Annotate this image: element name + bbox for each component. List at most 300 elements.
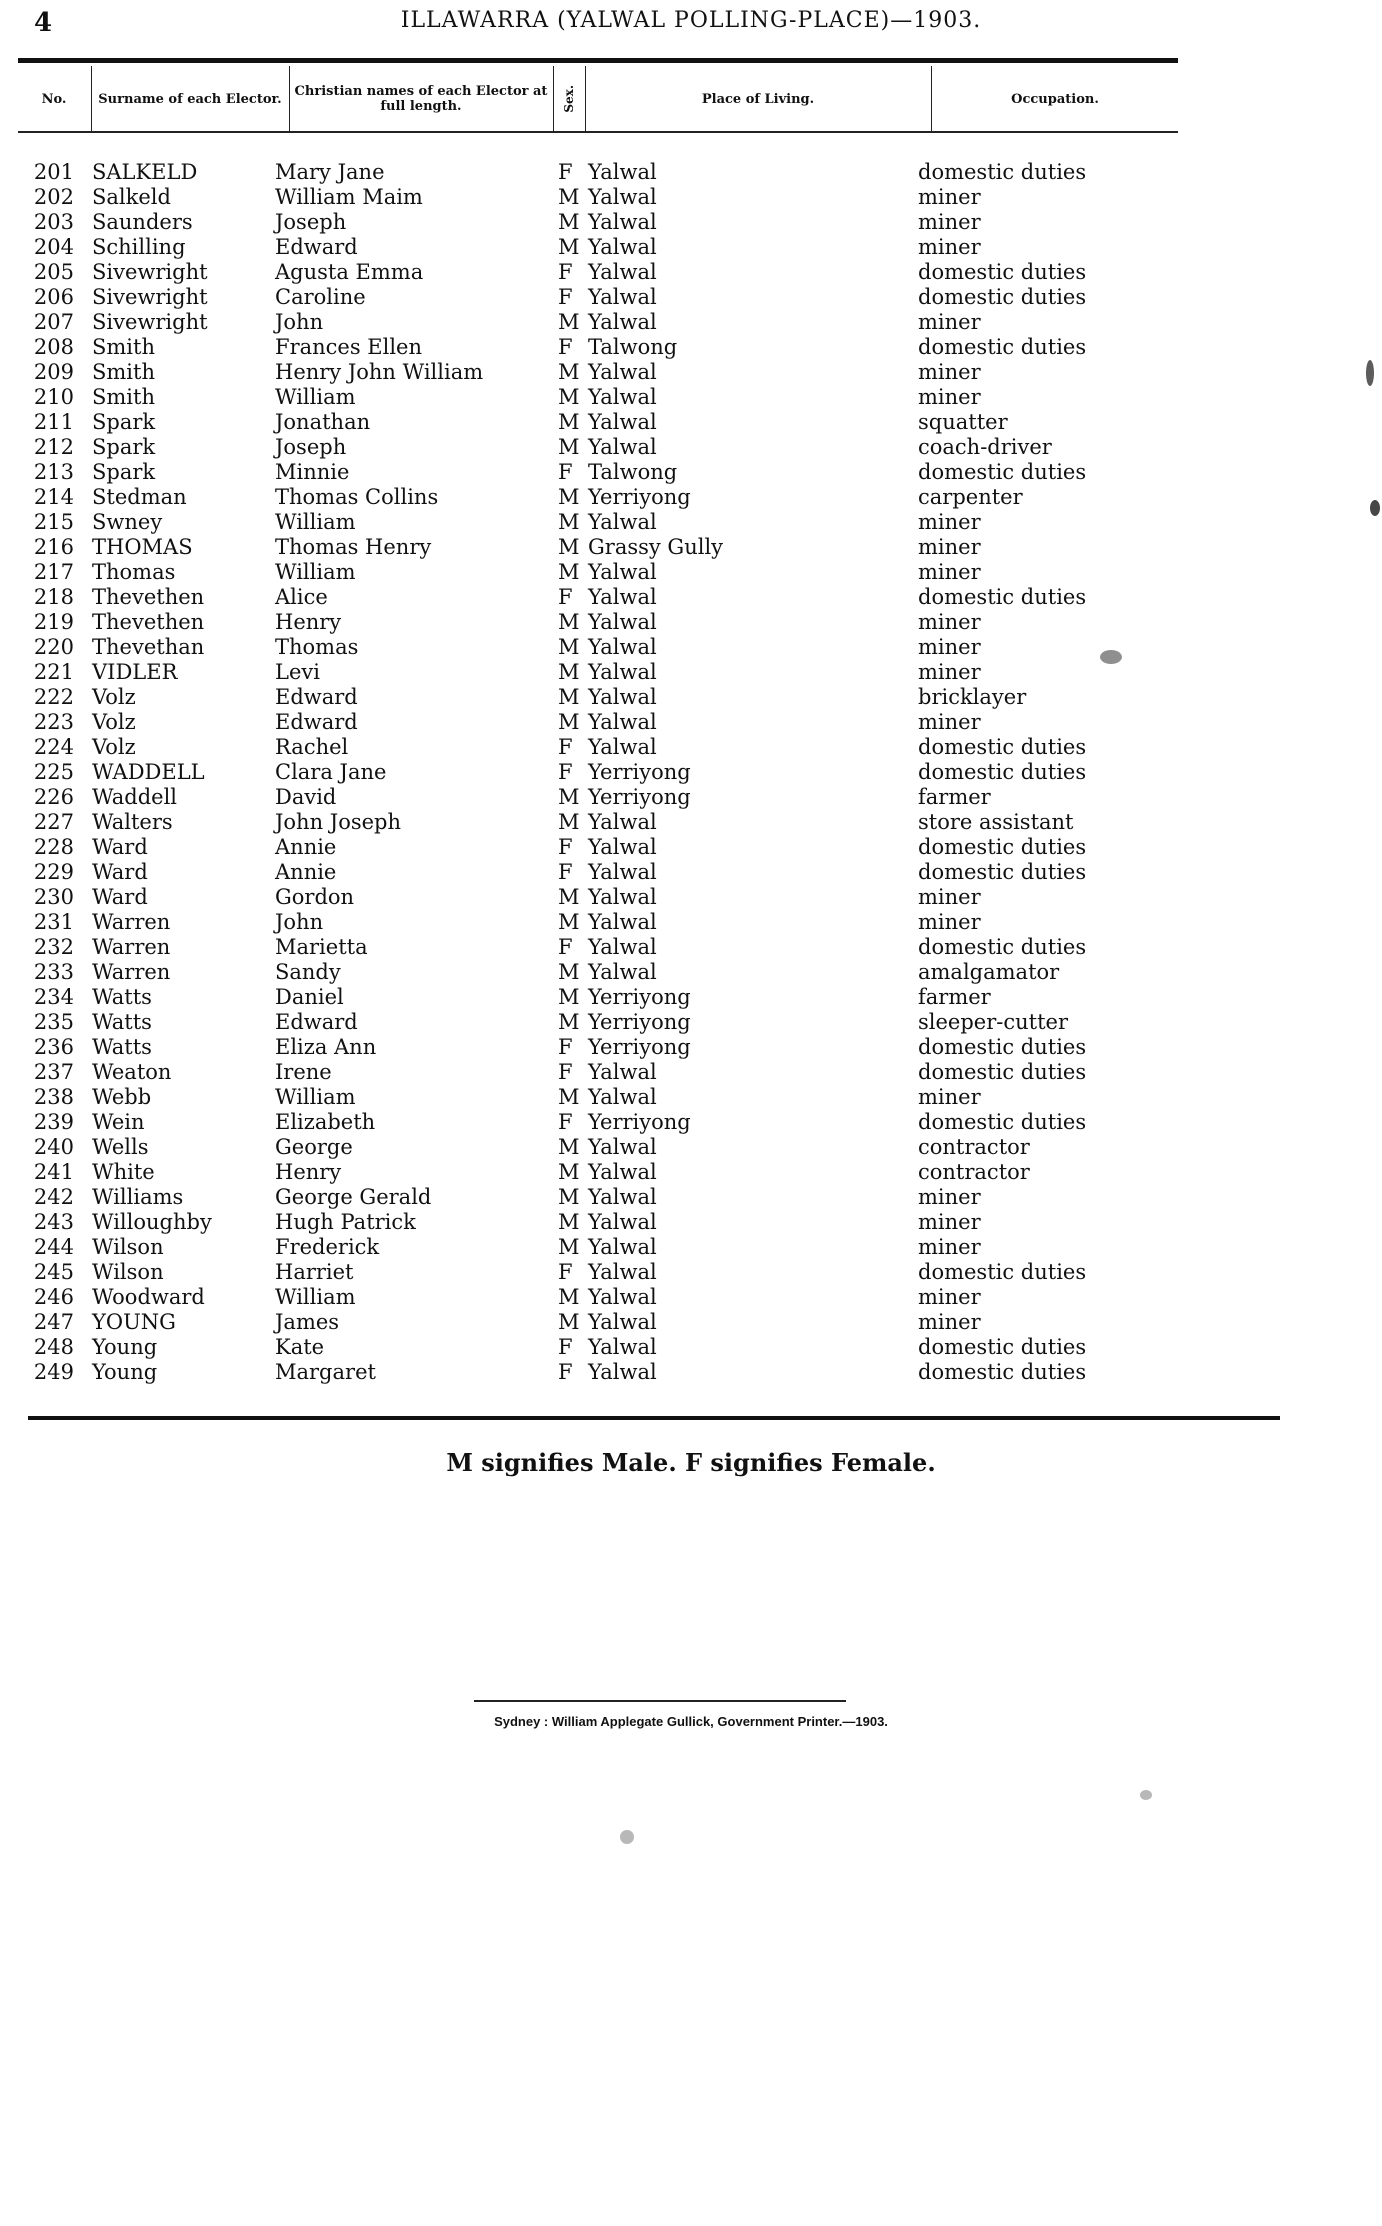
elector-number: 224: [33, 735, 74, 759]
elector-occupation: domestic duties: [918, 460, 1087, 484]
elector-sex: F: [558, 460, 573, 484]
elector-place-of-living: Yalwal: [588, 735, 657, 759]
elector-christian-names: Hugh Patrick: [275, 1210, 416, 1234]
elector-sex: M: [558, 810, 580, 834]
elector-occupation: store assistant: [918, 810, 1074, 834]
elector-sex: M: [558, 210, 580, 234]
elector-row: [0, 885, 1382, 910]
elector-christian-names: Edward: [275, 685, 358, 709]
elector-surname: White: [92, 1160, 155, 1184]
elector-number: 231: [33, 910, 74, 934]
elector-christian-names: William: [275, 560, 356, 584]
elector-surname: VIDLER: [92, 660, 178, 684]
elector-number: 247: [33, 1310, 74, 1334]
elector-surname: SALKELD: [92, 160, 198, 184]
elector-row: [0, 460, 1382, 485]
elector-number: 223: [33, 710, 74, 734]
elector-place-of-living: Yerriyong: [588, 785, 691, 809]
column-header-surname: Surname of each Elector.: [98, 91, 282, 107]
elector-surname: Young: [92, 1335, 158, 1359]
elector-sex: M: [558, 1285, 580, 1309]
elector-row: [0, 235, 1382, 260]
elector-number: 228: [33, 835, 74, 859]
elector-row: [0, 860, 1382, 885]
elector-occupation: domestic duties: [918, 735, 1087, 759]
elector-row: [0, 1235, 1382, 1260]
elector-sex: M: [558, 1210, 580, 1234]
elector-sex: M: [558, 685, 580, 709]
elector-number: 248: [33, 1335, 74, 1359]
column-divider: [553, 66, 554, 132]
column-header-place: Place of Living.: [701, 91, 815, 107]
elector-number: 216: [33, 535, 74, 559]
elector-surname: Warren: [92, 935, 171, 959]
elector-place-of-living: Yalwal: [588, 360, 657, 384]
elector-sex: M: [558, 885, 580, 909]
page-number: 4: [34, 8, 53, 38]
elector-place-of-living: Yalwal: [588, 1210, 657, 1234]
elector-christian-names: Frederick: [275, 1235, 380, 1259]
elector-surname: Smith: [92, 360, 155, 384]
list-end-rule: [28, 1416, 1280, 1420]
elector-place-of-living: Yalwal: [588, 560, 657, 584]
column-header-no: No.: [41, 91, 67, 107]
elector-christian-names: Alice: [275, 585, 328, 609]
elector-christian-names: William: [275, 1085, 356, 1109]
elector-sex: M: [558, 310, 580, 334]
elector-sex: M: [558, 1160, 580, 1184]
elector-surname: Willoughby: [92, 1210, 212, 1234]
elector-surname: Swney: [92, 510, 163, 534]
elector-sex: M: [558, 1185, 580, 1209]
elector-christian-names: Elizabeth: [275, 1110, 376, 1134]
elector-number: 229: [33, 860, 74, 884]
elector-christian-names: Clara Jane: [275, 760, 387, 784]
elector-occupation: bricklayer: [918, 685, 1027, 709]
elector-row: [0, 760, 1382, 785]
elector-surname: Walters: [92, 810, 173, 834]
elector-row: [0, 1335, 1382, 1360]
elector-sex: M: [558, 635, 580, 659]
elector-number: 240: [33, 1135, 74, 1159]
elector-surname: Volz: [92, 735, 136, 759]
elector-surname: Thevethen: [92, 610, 205, 634]
elector-place-of-living: Yalwal: [588, 1335, 657, 1359]
elector-place-of-living: Yalwal: [588, 1360, 657, 1384]
elector-sex: F: [558, 835, 573, 859]
imprint-rule: [474, 1700, 846, 1702]
elector-sex: M: [558, 510, 580, 534]
elector-occupation: miner: [918, 535, 981, 559]
elector-occupation: domestic duties: [918, 335, 1087, 359]
header-bottom-rule: [18, 131, 1178, 133]
elector-christian-names: Thomas Collins: [275, 485, 439, 509]
elector-number: 241: [33, 1160, 74, 1184]
elector-occupation: miner: [918, 1185, 981, 1209]
elector-christian-names: William: [275, 1285, 356, 1309]
elector-row: [0, 560, 1382, 585]
elector-occupation: domestic duties: [918, 160, 1087, 184]
elector-sex: M: [558, 660, 580, 684]
elector-sex: M: [558, 410, 580, 434]
elector-row: [0, 410, 1382, 435]
elector-number: 245: [33, 1260, 74, 1284]
elector-sex: F: [558, 1060, 573, 1084]
elector-surname: Schilling: [92, 235, 186, 259]
elector-row: [0, 1285, 1382, 1310]
elector-occupation: miner: [918, 210, 981, 234]
elector-number: 244: [33, 1235, 74, 1259]
elector-surname: Smith: [92, 385, 155, 409]
elector-christian-names: Harriet: [275, 1260, 354, 1284]
elector-christian-names: Levi: [275, 660, 320, 684]
elector-occupation: miner: [918, 360, 981, 384]
elector-surname: Thevethan: [92, 635, 205, 659]
elector-place-of-living: Yalwal: [588, 385, 657, 409]
elector-christian-names: William: [275, 385, 356, 409]
elector-sex: M: [558, 985, 580, 1009]
elector-sex: M: [558, 485, 580, 509]
elector-surname: Waddell: [92, 785, 178, 809]
elector-christian-names: Thomas Henry: [275, 535, 432, 559]
elector-sex: F: [558, 1335, 573, 1359]
elector-place-of-living: Yalwal: [588, 410, 657, 434]
elector-number: 206: [33, 285, 74, 309]
elector-place-of-living: Yalwal: [588, 1060, 657, 1084]
elector-number: 235: [33, 1010, 74, 1034]
elector-sex: M: [558, 1235, 580, 1259]
elector-occupation: domestic duties: [918, 935, 1087, 959]
column-header-sex-cell: [554, 66, 584, 132]
elector-surname: Wells: [92, 1135, 149, 1159]
elector-number: 236: [33, 1035, 74, 1059]
elector-place-of-living: Yalwal: [588, 635, 657, 659]
elector-surname: Thevethen: [92, 585, 205, 609]
elector-christian-names: Rachel: [275, 735, 349, 759]
column-divider: [91, 66, 92, 132]
elector-place-of-living: Yerriyong: [588, 485, 691, 509]
elector-place-of-living: Yalwal: [588, 435, 657, 459]
elector-place-of-living: Yalwal: [588, 1310, 657, 1334]
elector-occupation: domestic duties: [918, 835, 1087, 859]
elector-row: [0, 910, 1382, 935]
elector-number: 225: [33, 760, 74, 784]
elector-row: [0, 1085, 1382, 1110]
elector-sex: F: [558, 260, 573, 284]
elector-row: [0, 960, 1382, 985]
elector-surname: Ward: [92, 885, 148, 909]
elector-number: 249: [33, 1360, 74, 1384]
elector-surname: Volz: [92, 710, 136, 734]
elector-place-of-living: Yalwal: [588, 510, 657, 534]
elector-place-of-living: Yerriyong: [588, 1110, 691, 1134]
elector-row: [0, 1360, 1382, 1385]
elector-christian-names: John Joseph: [275, 810, 402, 834]
elector-surname: WADDELL: [92, 760, 205, 784]
elector-place-of-living: Yalwal: [588, 960, 657, 984]
elector-christian-names: Gordon: [275, 885, 355, 909]
elector-christian-names: Caroline: [275, 285, 366, 309]
elector-place-of-living: Yalwal: [588, 1285, 657, 1309]
elector-occupation: domestic duties: [918, 860, 1087, 884]
elector-occupation: amalgamator: [918, 960, 1060, 984]
elector-place-of-living: Yalwal: [588, 1185, 657, 1209]
elector-place-of-living: Yalwal: [588, 885, 657, 909]
elector-place-of-living: Yalwal: [588, 160, 657, 184]
elector-row: [0, 185, 1382, 210]
elector-occupation: domestic duties: [918, 1360, 1087, 1384]
elector-number: 211: [33, 410, 74, 434]
elector-surname: Watts: [92, 985, 152, 1009]
elector-occupation: farmer: [918, 785, 991, 809]
elector-row: [0, 685, 1382, 710]
elector-occupation: miner: [918, 885, 981, 909]
elector-number: 209: [33, 360, 74, 384]
elector-row: [0, 1160, 1382, 1185]
elector-sex: F: [558, 860, 573, 884]
elector-christian-names: Sandy: [275, 960, 341, 984]
elector-surname: Spark: [92, 435, 156, 459]
elector-number: 221: [33, 660, 74, 684]
column-header-christian-names: Christian names of each Elector at full length.: [294, 84, 548, 114]
elector-occupation: contractor: [918, 1160, 1030, 1184]
elector-sex: F: [558, 760, 573, 784]
elector-sex: M: [558, 1310, 580, 1334]
elector-surname: Ward: [92, 860, 148, 884]
elector-surname: Spark: [92, 410, 156, 434]
elector-number: 238: [33, 1085, 74, 1109]
elector-surname: Wilson: [92, 1235, 164, 1259]
elector-row: [0, 385, 1382, 410]
elector-surname: Spark: [92, 460, 156, 484]
elector-surname: Weaton: [92, 1060, 172, 1084]
print-speckle: [1100, 650, 1122, 664]
elector-sex: M: [558, 360, 580, 384]
elector-number: 234: [33, 985, 74, 1009]
elector-row: [0, 635, 1382, 660]
elector-row: [0, 285, 1382, 310]
elector-christian-names: Mary Jane: [275, 160, 385, 184]
elector-surname: Williams: [92, 1185, 184, 1209]
elector-place-of-living: Yalwal: [588, 185, 657, 209]
elector-surname: Saunders: [92, 210, 193, 234]
elector-row: [0, 735, 1382, 760]
print-speckle: [1370, 500, 1380, 516]
elector-number: 233: [33, 960, 74, 984]
elector-number: 208: [33, 335, 74, 359]
elector-row: [0, 1035, 1382, 1060]
elector-surname: Smith: [92, 335, 155, 359]
elector-row: [0, 1135, 1382, 1160]
elector-place-of-living: Yalwal: [588, 1085, 657, 1109]
elector-occupation: miner: [918, 310, 981, 334]
elector-occupation: miner: [918, 1235, 981, 1259]
elector-place-of-living: Yalwal: [588, 1235, 657, 1259]
elector-christian-names: Edward: [275, 1010, 358, 1034]
elector-occupation: domestic duties: [918, 1035, 1087, 1059]
elector-surname: Young: [92, 1360, 158, 1384]
elector-occupation: coach-driver: [918, 435, 1052, 459]
elector-number: 201: [33, 160, 74, 184]
elector-surname: Watts: [92, 1035, 152, 1059]
elector-sex: F: [558, 935, 573, 959]
elector-number: 207: [33, 310, 74, 334]
elector-row: [0, 260, 1382, 285]
elector-occupation: miner: [918, 510, 981, 534]
elector-surname: YOUNG: [92, 1310, 176, 1334]
elector-occupation: miner: [918, 560, 981, 584]
elector-christian-names: Annie: [275, 860, 337, 884]
elector-sex: F: [558, 735, 573, 759]
elector-row: [0, 810, 1382, 835]
elector-row: [0, 435, 1382, 460]
elector-row: [0, 610, 1382, 635]
elector-place-of-living: Talwong: [588, 460, 678, 484]
elector-place-of-living: Yalwal: [588, 660, 657, 684]
column-divider: [585, 66, 586, 132]
elector-place-of-living: Yerriyong: [588, 1035, 691, 1059]
elector-number: 222: [33, 685, 74, 709]
elector-christian-names: William: [275, 510, 356, 534]
elector-number: 203: [33, 210, 74, 234]
elector-christian-names: James: [275, 1310, 340, 1334]
elector-row: [0, 1060, 1382, 1085]
elector-occupation: miner: [918, 1210, 981, 1234]
elector-number: 219: [33, 610, 74, 634]
elector-row: [0, 835, 1382, 860]
elector-occupation: domestic duties: [918, 1335, 1087, 1359]
elector-surname: Watts: [92, 1010, 152, 1034]
elector-number: 204: [33, 235, 74, 259]
elector-row: [0, 660, 1382, 685]
elector-christian-names: George: [275, 1135, 353, 1159]
sex-legend: M signifies Male. F signifies Female.: [446, 1448, 936, 1477]
elector-number: 220: [33, 635, 74, 659]
elector-row: [0, 510, 1382, 535]
elector-occupation: farmer: [918, 985, 991, 1009]
elector-place-of-living: Yalwal: [588, 685, 657, 709]
elector-sex: M: [558, 1010, 580, 1034]
elector-sex: F: [558, 1260, 573, 1284]
elector-occupation: miner: [918, 610, 981, 634]
elector-occupation: domestic duties: [918, 1060, 1087, 1084]
elector-row: [0, 585, 1382, 610]
column-header-row: [18, 66, 1178, 132]
elector-sex: M: [558, 1135, 580, 1159]
elector-number: 218: [33, 585, 74, 609]
elector-christian-names: Henry: [275, 610, 342, 634]
elector-occupation: sleeper-cutter: [918, 1010, 1068, 1034]
elector-row: [0, 785, 1382, 810]
elector-sex: F: [558, 335, 573, 359]
column-header-sex: Sex.: [561, 85, 576, 113]
elector-surname: Wilson: [92, 1260, 164, 1284]
column-divider: [931, 66, 932, 132]
elector-occupation: miner: [918, 235, 981, 259]
elector-christian-names: Henry John William: [275, 360, 484, 384]
elector-occupation: miner: [918, 635, 981, 659]
elector-christian-names: Margaret: [275, 1360, 376, 1384]
elector-sex: M: [558, 185, 580, 209]
column-divider: [289, 66, 290, 132]
elector-christian-names: Edward: [275, 235, 358, 259]
elector-occupation: carpenter: [918, 485, 1023, 509]
elector-occupation: miner: [918, 385, 981, 409]
elector-surname: Warren: [92, 910, 171, 934]
elector-surname: Ward: [92, 835, 148, 859]
elector-place-of-living: Yalwal: [588, 1260, 657, 1284]
elector-sex: M: [558, 910, 580, 934]
elector-surname: Wein: [92, 1110, 145, 1134]
elector-sex: M: [558, 710, 580, 734]
elector-number: 243: [33, 1210, 74, 1234]
elector-place-of-living: Yalwal: [588, 310, 657, 334]
elector-christian-names: Annie: [275, 835, 337, 859]
elector-row: [0, 160, 1382, 185]
elector-number: 205: [33, 260, 74, 284]
elector-sex: F: [558, 285, 573, 309]
print-speckle: [1366, 360, 1374, 386]
elector-number: 242: [33, 1185, 74, 1209]
running-head: ILLAWARRA (YALWAL POLLING-PLACE)—1903.: [400, 8, 982, 33]
elector-christian-names: Irene: [275, 1060, 332, 1084]
elector-place-of-living: Yalwal: [588, 610, 657, 634]
elector-number: 213: [33, 460, 74, 484]
elector-sex: M: [558, 560, 580, 584]
elector-row: [0, 535, 1382, 560]
elector-number: 226: [33, 785, 74, 809]
column-header-occupation: Occupation.: [1011, 91, 1099, 107]
elector-christian-names: Joseph: [275, 435, 347, 459]
elector-number: 246: [33, 1285, 74, 1309]
elector-christian-names: Joseph: [275, 210, 347, 234]
elector-place-of-living: Yalwal: [588, 260, 657, 284]
elector-occupation: squatter: [918, 410, 1008, 434]
elector-christian-names: Agusta Emma: [275, 260, 424, 284]
elector-surname: Sivewright: [92, 260, 208, 284]
elector-christian-names: Eliza Ann: [275, 1035, 377, 1059]
elector-sex: M: [558, 1085, 580, 1109]
elector-christian-names: David: [275, 785, 337, 809]
printer-imprint: Sydney : William Applegate Gullick, Government Printer.—1903.: [494, 1714, 888, 1729]
elector-row: [0, 1010, 1382, 1035]
elector-number: 237: [33, 1060, 74, 1084]
elector-occupation: miner: [918, 710, 981, 734]
elector-surname: Sivewright: [92, 285, 208, 309]
elector-place-of-living: Yalwal: [588, 1160, 657, 1184]
elector-sex: F: [558, 1110, 573, 1134]
elector-occupation: domestic duties: [918, 1260, 1087, 1284]
elector-occupation: miner: [918, 1310, 981, 1334]
elector-row: [0, 335, 1382, 360]
elector-sex: M: [558, 785, 580, 809]
elector-place-of-living: Yalwal: [588, 585, 657, 609]
elector-christian-names: George Gerald: [275, 1185, 432, 1209]
elector-list: [0, 160, 1382, 1385]
elector-place-of-living: Yalwal: [588, 210, 657, 234]
elector-surname: Sivewright: [92, 310, 208, 334]
elector-number: 230: [33, 885, 74, 909]
elector-christian-names: John: [275, 310, 324, 334]
elector-number: 212: [33, 435, 74, 459]
elector-number: 232: [33, 935, 74, 959]
elector-number: 215: [33, 510, 74, 534]
elector-sex: F: [558, 160, 573, 184]
elector-christian-names: William Maim: [275, 185, 423, 209]
elector-place-of-living: Talwong: [588, 335, 678, 359]
elector-place-of-living: Yalwal: [588, 910, 657, 934]
elector-sex: F: [558, 1035, 573, 1059]
